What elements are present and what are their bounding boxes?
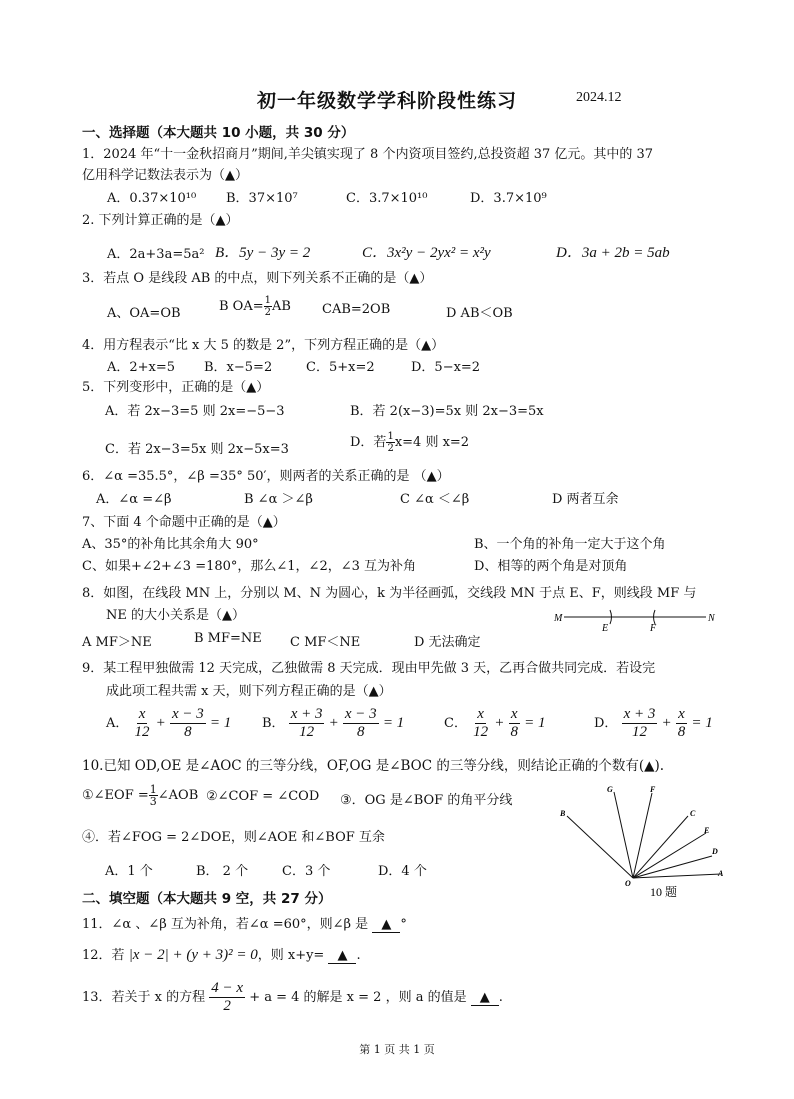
- ray-og: [614, 792, 633, 878]
- q9-option-b: [262, 706, 404, 741]
- frac-num: x: [138, 706, 146, 722]
- q3-option-b-label: B OA=: [219, 299, 264, 314]
- q2-option-b: B．5y − 3y = 2: [215, 245, 311, 261]
- q4-option-c: C．5+x=2: [306, 360, 375, 375]
- frac-num: x − 3: [171, 706, 204, 722]
- q5-option-d-label: D．若: [350, 435, 387, 450]
- q10-option-d: D．4 个: [378, 864, 427, 879]
- q12-period: .: [356, 948, 361, 963]
- frac-num: 4 − x: [211, 980, 244, 996]
- q7-option-b: B、一个角的补角一定大于这个角: [474, 537, 666, 552]
- frac-num: x: [510, 706, 518, 722]
- q13-text: 13．若关于 x 的方程: [82, 990, 206, 1005]
- q9-d-frac1: [622, 706, 658, 741]
- frac-den: 12: [473, 724, 489, 740]
- q8-segment-figure: [550, 606, 722, 632]
- q11-answer-blank[interactable]: ▲: [372, 917, 400, 933]
- q10-stem: 10.已知 OD,OE 是∠AOC 的三等分线，OF,OG 是∠BOC 的三等分线，则结论正确的个数有(▲).: [82, 758, 665, 774]
- section-fill-title: 二、填空题（本大题共 9 空，共 27 分）: [82, 891, 332, 907]
- ray-ob: [567, 816, 633, 878]
- q13-line: [82, 980, 503, 1015]
- q9-option-a: [106, 706, 231, 741]
- ray-of: [633, 793, 652, 878]
- q12-line: [82, 944, 361, 964]
- q6-stem: 6．∠α =35.5°，∠β =35° 50′，则两者的关系正确的是 （▲）: [82, 469, 450, 484]
- q9-a-label: A．: [106, 716, 129, 731]
- frac-den: 8: [510, 724, 518, 740]
- frac-num: 1: [149, 783, 157, 796]
- frac-den: 8: [357, 724, 365, 740]
- q8-line1: 8．如图，在线段 MN 上，分别以 M、N 为圆心，k 为半径画弧，交线段 MN 于点 E、F，则线段 MF 与: [82, 586, 697, 601]
- q4-option-d: D．5−x=2: [411, 360, 481, 375]
- q5-option-c: C．若 2x−3=5x 则 2x−5x=3: [105, 442, 289, 457]
- q12-answer-blank[interactable]: ▲: [328, 948, 356, 964]
- q2-option-d: D．3a + 2b = 5ab: [556, 245, 670, 261]
- q13-answer-blank[interactable]: ▲: [471, 990, 499, 1006]
- q10-statement-1: [82, 784, 198, 807]
- q10-statement-2: ②∠COF = ∠COD: [206, 789, 320, 804]
- q10-s1-post: ∠AOB: [157, 788, 199, 803]
- q10-option-b: B． 2 个: [196, 864, 249, 879]
- q9-c-label: C．: [444, 716, 467, 731]
- label-m: M: [554, 613, 563, 624]
- q10-s1-fraction: [149, 784, 158, 807]
- frac-num: x + 3: [623, 706, 656, 722]
- frac-den: 8: [677, 724, 686, 740]
- q9-c-frac2: [509, 706, 521, 741]
- q9-c-frac1: [471, 706, 490, 741]
- op: +: [494, 715, 505, 731]
- q7-option-c: C、如果+∠2+∠3 =180°，那么∠1，∠2，∠3 互为补角: [82, 559, 417, 574]
- q1-option-a: A．0.37×10¹⁰: [107, 191, 197, 206]
- q9-line2: 成此项工程共需 x 天，则下列方程正确的是（▲）: [106, 684, 392, 699]
- q8-option-b: B MF=NE: [194, 631, 262, 646]
- frac-den: 3: [149, 795, 157, 808]
- ray-oe: [633, 833, 706, 878]
- q10-angle-figure: [555, 780, 731, 902]
- figure-caption: 10 题: [650, 885, 678, 899]
- q1-line2: 亿用科学记数法表示为（▲）: [82, 168, 248, 183]
- op: +: [661, 715, 672, 731]
- ray-label-f: F: [650, 785, 656, 794]
- rhs: = 1: [691, 715, 713, 731]
- q5-stem: 5．下列变形中，正确的是（▲）: [82, 380, 270, 395]
- op: +: [155, 715, 166, 731]
- q3-fraction: [264, 295, 272, 318]
- q11-line: [82, 913, 407, 933]
- q6-option-a: A．∠α =∠β: [96, 492, 172, 507]
- q9-d-frac2: [676, 706, 688, 741]
- q9-option-c: [444, 706, 546, 741]
- q8-option-d: D 无法确定: [414, 635, 481, 650]
- q3-option-c: CAB=2OB: [322, 302, 391, 317]
- q4-stem: 4．用方程表示“比 x 大 5 的数是 2”，下列方程正确的是（▲）: [82, 338, 445, 353]
- q5-option-b: B．若 2(x−3)=5x 则 2x−3=5x: [350, 404, 544, 419]
- q7-option-d: D、相等的两个角是对顶角: [474, 559, 628, 574]
- frac-den: 8: [184, 724, 192, 740]
- q9-d-label: D．: [594, 716, 618, 731]
- q13-mid: + a = 4 的解是 x = 2 ，则 a 的值是: [249, 990, 467, 1005]
- q10-s1-pre: ①∠EOF =: [82, 788, 149, 803]
- q5-option-d: [350, 431, 469, 454]
- q10-option-c: C．3 个: [282, 864, 331, 879]
- q4-option-b: B．x−5=2: [204, 360, 273, 375]
- q12-mid: ，则 x+y=: [257, 948, 325, 963]
- q12-text: 12．若: [82, 948, 125, 963]
- ray-label-a: A: [718, 869, 724, 878]
- q3-option-b-tail: AB: [272, 299, 291, 314]
- q6-option-b: B ∠α ＞∠β: [244, 492, 313, 507]
- q5-fraction: [386, 431, 394, 454]
- section-choice-title: 一、选择题（本大题共 10 小题，共 30 分）: [82, 125, 355, 141]
- label-f: F: [650, 623, 657, 632]
- q7-stem: 7、下面 4 个命题中正确的是（▲）: [82, 515, 286, 530]
- q11-unit: °: [400, 917, 407, 932]
- q10-statement-4: ④．若∠FOG = 2∠DOE，则∠AOE 和∠BOF 互余: [82, 830, 385, 845]
- q8-option-a: A MF＞NE: [82, 635, 152, 650]
- q4-option-a: A．2+x=5: [107, 360, 176, 375]
- q3-option-d: D AB＜OB: [446, 306, 513, 321]
- q8-line2: NE 的大小关系是（▲）: [106, 608, 245, 623]
- ray-label-b: B: [560, 809, 566, 818]
- q13-fraction: [209, 980, 245, 1015]
- q3-option-a: A、OA=OB: [107, 306, 181, 321]
- q5-option-a: A．若 2x−3=5 则 2x=−5−3: [105, 404, 285, 419]
- label-n: N: [708, 613, 715, 624]
- frac-num: x: [477, 706, 484, 722]
- frac-den: 12: [299, 724, 315, 740]
- q9-option-d: [594, 706, 713, 741]
- q9-b-frac2: [343, 706, 379, 741]
- page-footer: 第 1 页 共 1 页: [359, 1043, 435, 1056]
- q6-option-d: D 两者互余: [552, 492, 619, 507]
- q5-fraction-den: 2: [387, 443, 394, 454]
- ray-label-d: D: [712, 847, 718, 856]
- q3-fraction-num: 1: [264, 295, 271, 306]
- label-e: E: [602, 623, 609, 632]
- rhs: = 1: [209, 715, 232, 731]
- exam-date: 2024.12: [576, 90, 622, 105]
- q2-option-c: C．3x²y − 2yx² = x²y: [362, 245, 491, 261]
- ray-label-c: C: [690, 809, 696, 818]
- q3-fraction-den: 2: [264, 307, 271, 318]
- q9-line1: 9．某工程甲独做需 12 天完成，乙独做需 8 天完成．现由甲先做 3 天，乙再合做共同完成．若设完: [82, 661, 656, 676]
- q9-b-label: B．: [262, 716, 285, 731]
- q9-a-frac1: [133, 706, 152, 741]
- frac-den: 12: [134, 724, 150, 740]
- frac-num: x + 3: [290, 706, 323, 722]
- q5-option-d-tail: x=4 则 x=2: [394, 435, 470, 450]
- op: +: [328, 715, 339, 731]
- q10-statement-3: ③．OG 是∠BOF 的角平分线: [340, 793, 513, 808]
- q2-option-a: A．2a+3a=5a²: [107, 247, 205, 262]
- rhs: = 1: [382, 715, 405, 731]
- q10-option-a: A．1 个: [105, 864, 153, 879]
- q5-fraction-num: 1: [387, 431, 394, 442]
- rhs: = 1: [524, 715, 546, 731]
- q11-text: 11．∠α 、∠β 互为补角，若∠α =60°，则∠β 是: [82, 917, 369, 932]
- q9-b-frac1: [289, 706, 325, 741]
- frac-den: 12: [631, 724, 647, 740]
- q1-option-d: D．3.7×10⁹: [470, 191, 547, 206]
- ray-label-e: E: [704, 826, 710, 835]
- q9-a-frac2: [170, 706, 206, 741]
- ray-oc: [633, 816, 688, 878]
- q1-line1: 1．2024 年“十一金秋招商月”期间,羊尖镇实现了 8 个内资项目签约,总投资超 37 亿元。其中的 37: [82, 147, 654, 162]
- ray-label-g: G: [607, 785, 613, 794]
- q6-option-c: C ∠α ＜∠β: [400, 492, 470, 507]
- ray-label-o: O: [625, 879, 631, 888]
- q1-option-c: C．3.7×10¹⁰: [346, 191, 428, 206]
- q7-option-a: A、35°的补角比其余角大 90°: [82, 537, 259, 552]
- q12-expression: |x − 2| + (y + 3)² = 0: [128, 947, 258, 963]
- page-title: 初一年级数学学科阶段性练习: [257, 90, 518, 112]
- q3-stem: 3．若点 O 是线段 AB 的中点，则下列关系不正确的是（▲）: [82, 271, 433, 286]
- frac-num: x: [678, 706, 685, 722]
- q8-option-c: C MF＜NE: [290, 635, 361, 650]
- q3-option-b: [219, 295, 291, 318]
- q1-option-b: B．37×10⁷: [226, 191, 298, 206]
- q2-stem: 2. 下列计算正确的是（▲）: [82, 213, 239, 228]
- frac-den: 2: [223, 998, 231, 1014]
- q13-period: .: [498, 990, 503, 1005]
- frac-num: x − 3: [344, 706, 377, 722]
